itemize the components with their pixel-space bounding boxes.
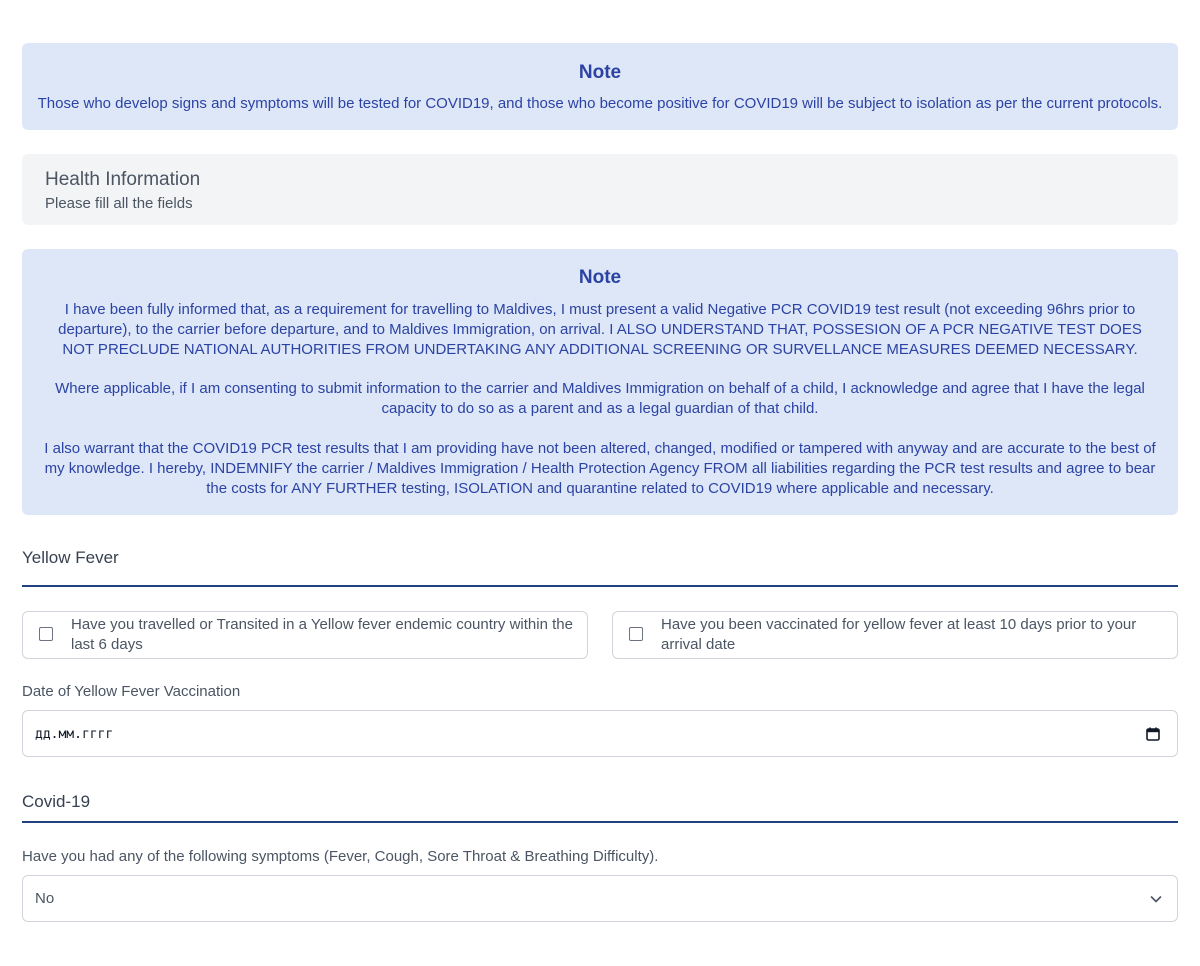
declaration-note-title: Note bbox=[578, 267, 622, 288]
yellow-fever-transit-label: Have you travelled or Transited in a Yellow fever endemic country within the last 6 days bbox=[71, 616, 573, 653]
vaccination-date-placeholder: дд.мм.гггг bbox=[35, 727, 114, 742]
health-information-header bbox=[22, 154, 1178, 225]
health-information-title: Health Information bbox=[45, 169, 201, 190]
covid-note-banner bbox=[22, 43, 1178, 130]
declaration-paragraph-pcr: I have been fully informed that, as a requirement for travelling to Maldives, I must present a valid Negative PCR COVID19 test result (not exceeding 96hrs prior to departure), to the carrier before departure, and to Maldives Immigration, on arrival. I ALSO UNDERSTAND THAT, POSSESION OF A PCR NEGATIVE TEST DOES NOT PRECLUDE NATIONAL AUTHORITIES FROM UNDERTAKING ANY ADDITIONAL SCREENING OR SURVELLANCE MEASURES DEEMED NECESSARY. bbox=[58, 301, 1142, 358]
symptoms-select[interactable] bbox=[22, 875, 1178, 922]
calendar-icon[interactable] bbox=[1145, 726, 1161, 742]
vaccination-date-input[interactable] bbox=[22, 710, 1178, 757]
yellow-fever-transit-checkbox-card[interactable] bbox=[22, 611, 588, 659]
yellow-fever-section-title: Yellow Fever bbox=[22, 548, 119, 567]
covid-section-title: Covid-19 bbox=[22, 792, 91, 811]
vaccination-date-label: Date of Yellow Fever Vaccination bbox=[22, 683, 241, 700]
symptoms-question-label: Have you had any of the following symptoms (Fever, Cough, Sore Throat & Breathing Difficulty). bbox=[22, 848, 659, 865]
declaration-paragraph-indemnify: I also warrant that the COVID19 PCR test results that I am providing have not been altered, changed, modified or tampered with anyway and are accurate to the best of my knowledge. I hereby, INDEMNIFY the carrier / Maldives Immigration / Health Protection Agency FROM all liabilities regarding the PCR test results and agree to bear the costs for ANY FURTHER testing, ISOLATION and quarantine related to COVID19 where applicable and necessary. bbox=[44, 440, 1156, 497]
health-information-subtitle: Please fill all the fields bbox=[45, 195, 193, 212]
covid-section-divider bbox=[22, 821, 1178, 823]
yellow-fever-vaccinated-checkbox-card[interactable] bbox=[612, 611, 1178, 659]
yellow-fever-vaccinated-checkbox[interactable] bbox=[629, 627, 643, 641]
note-title: Note bbox=[578, 62, 622, 83]
declaration-note bbox=[22, 249, 1178, 515]
symptoms-selected-value: No bbox=[35, 890, 55, 907]
yellow-fever-section-divider bbox=[22, 585, 1178, 587]
yellow-fever-vaccinated-label: Have you been vaccinated for yellow fever at least 10 days prior to your arrival date bbox=[661, 616, 1137, 653]
yellow-fever-transit-checkbox[interactable] bbox=[39, 627, 53, 641]
declaration-paragraph-guardian: Where applicable, if I am consenting to submit information to the carrier and Maldives Immigration on behalf of a child, I acknowledge and agree that I have the legal capacity to do so as a parent and as a legal guardian of that child. bbox=[55, 380, 1145, 417]
note-text: Those who develop signs and symptoms will be tested for COVID19, and those who become positive for COVID19 will be subject to isolation as per the current protocols. bbox=[37, 95, 1163, 112]
chevron-down-icon bbox=[1149, 892, 1163, 906]
